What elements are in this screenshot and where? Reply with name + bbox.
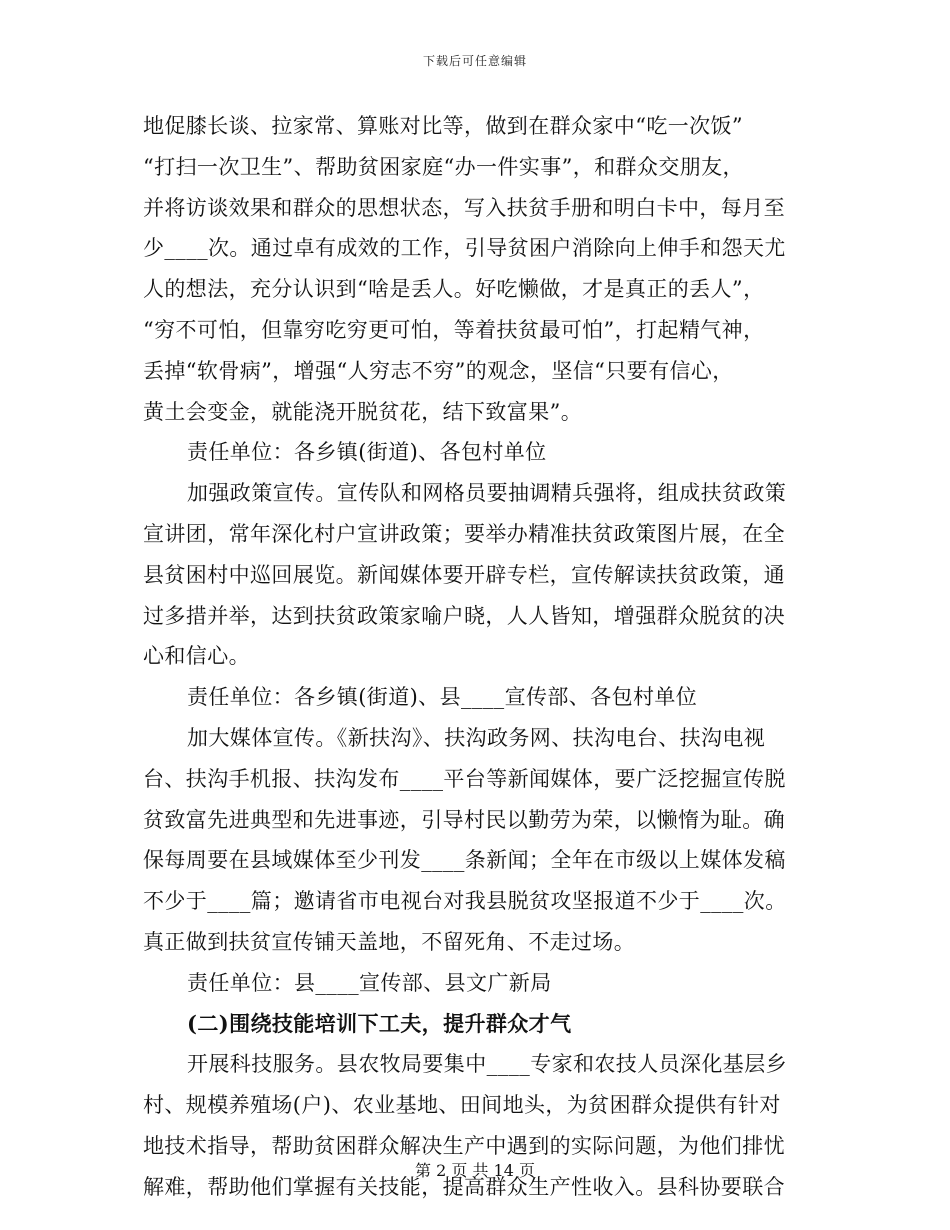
text-line: 黄土会变金，就能浇开脱贫花，结下致富果”。 (143, 399, 583, 424)
text-line: 心和信心。 (143, 644, 250, 669)
text-line: 台、扶沟手机报、扶沟发布____平台等新闻媒体，要广泛挖掘宣传脱 (143, 766, 786, 791)
text-line: 地技术指导，帮助贫困群众解决生产中遇到的实际问题，为他们排忧 (143, 1133, 785, 1158)
text-line: 人的想法，充分认识到“啥是丢人。好吃懒做，才是真正的丢人”， (143, 277, 765, 302)
text-line: 责任单位：各乡镇(街道)、各包村单位 (187, 440, 547, 465)
page-footer: 第 2 页 共 14 页 (415, 1161, 535, 1180)
text-line: 责任单位：县____宣传部、县文广新局 (187, 970, 552, 995)
text-line: 县贫困村中巡回展览。新闻媒体要开辟专栏，宣传解读扶贫政策，通 (143, 562, 785, 587)
text-line: 责任单位：各乡镇(街道)、县____宣传部、各包村单位 (187, 685, 698, 710)
text-line: 加强政策宣传。宣传队和网格员要抽调精兵强将，组成扶贫政策 (187, 481, 787, 506)
text-line: 加大媒体宣传。《新扶沟》、扶沟政务网、扶沟电台、扶沟电视 (187, 725, 766, 750)
text-line: 解难，帮助他们掌握有关技能，提高群众生产性收入。县科协要联合 (143, 1174, 785, 1199)
page-header: 下载后可任意编辑 (422, 54, 527, 68)
text-line: 过多措并举，达到扶贫政策家喻户晓，人人皆知，增强群众脱贫的决 (143, 603, 785, 628)
text-line: 贫致富先进典型和先进事迹，引导村民以勤劳为荣，以懒惰为耻。确 (143, 807, 785, 832)
text-line: 不少于____篇；邀请省市电视台对我县脱贫攻坚报道不少于____次。 (143, 889, 787, 914)
text-line: “打扫一次卫生”、帮助贫困家庭“办一件实事”，和群众交朋友， (143, 154, 744, 179)
document-body (143, 106, 803, 1208)
section-heading: (二)围绕技能培训下工夫，提升群众才气 (187, 1010, 572, 1036)
text-line: “穷不可怕，但靠穷吃穷更可怕，等着扶贫最可怕”，打起精气神， (143, 317, 765, 342)
text-line: 村、规模养殖场(户)、农业基地、田间地头，为贫困群众提供有针对 (143, 1093, 781, 1118)
text-line: 丢掉“软骨病”，增强“人穷志不穷”的观念，坚信“只要有信心， (143, 358, 734, 383)
text-line: 宣讲团，常年深化村户宣讲政策；要举办精准扶贫政策图片展，在全 (143, 521, 785, 546)
text-line: 真正做到扶贫宣传铺天盖地，不留死角、不走过场。 (143, 929, 636, 954)
text-line: 少____次。通过卓有成效的工作，引导贫困户消除向上伸手和怨天尤 (143, 236, 786, 261)
text-line: 地促膝长谈、拉家常、算账对比等，做到在群众家中“吃一次饭” (143, 114, 744, 138)
text-line: 开展科技服务。县农牧局要集中____专家和农技人员深化基层乡 (187, 1052, 787, 1077)
text-line: 保每周要在县域媒体至少刊发____条新闻；全年在市级以上媒体发稿 (143, 848, 786, 873)
text-line: 并将访谈效果和群众的思想状态，写入扶贫手册和明白卡中，每月至 (143, 195, 785, 220)
